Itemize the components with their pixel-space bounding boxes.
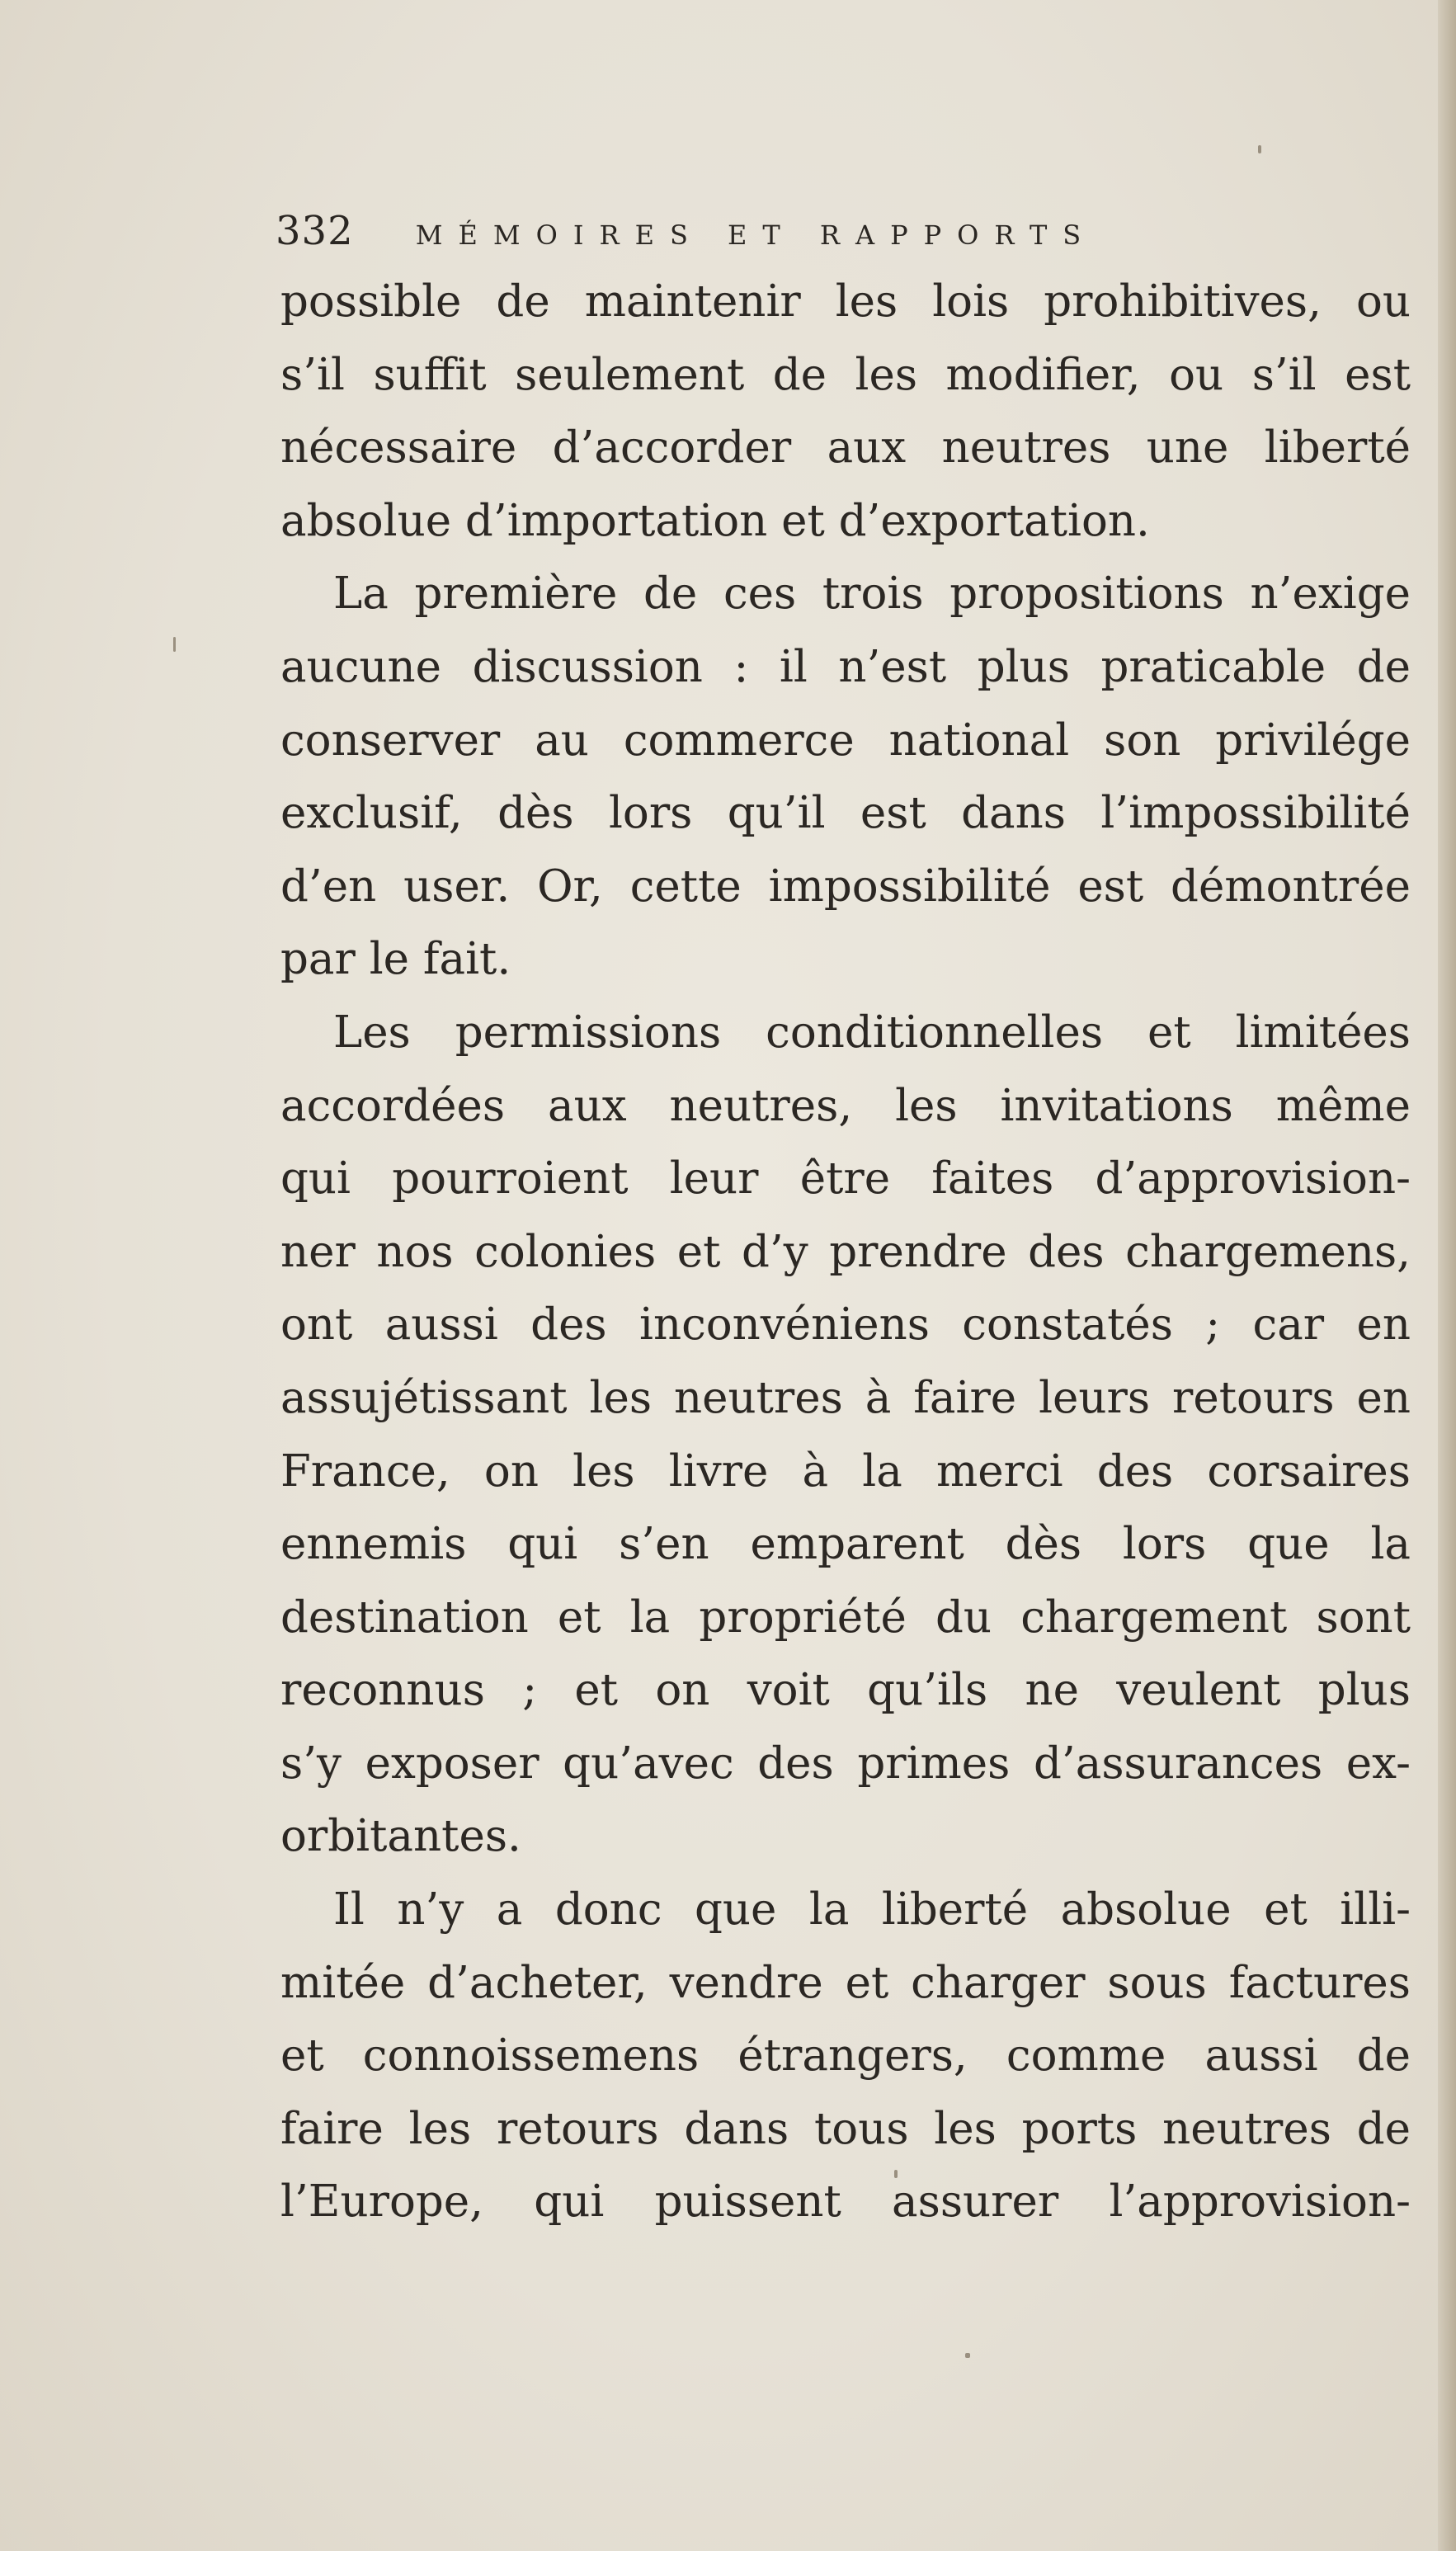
text-line: possible de maintenir les lois prohibitives, ou (280, 276, 1411, 327)
text-line: d’en user. Or, cette impossibilité est démontrée (280, 861, 1411, 912)
running-head (276, 208, 1265, 266)
page-number: 332 (276, 208, 354, 254)
text-line: et connoissemens étrangers, comme aussi de (280, 2030, 1411, 2082)
text-line: ont aussi des inconvéniens constatés ; car en (280, 1299, 1411, 1351)
text-line: France, on les livre à la merci des corsaires (280, 1445, 1411, 1497)
paper-speck (1258, 145, 1261, 153)
text-line: ner nos colonies et d’y prendre des chargemens, (280, 1226, 1411, 1277)
text-line: mitée d’acheter, vendre et charger sous factures (280, 1957, 1411, 2008)
running-title: MÉMOIRES ET RAPPORTS (415, 219, 1097, 251)
text-line: assujétissant les neutres à faire leurs retours en (280, 1372, 1411, 1423)
text-line: faire les retours dans tous les ports neutres de (280, 2103, 1411, 2154)
text-line: La première de ces trois propositions n’exige (333, 568, 1411, 620)
text-line: Il n’y a donc que la liberté absolue et illi- (333, 1884, 1411, 1936)
text-line: conserver au commerce national son privilége (280, 714, 1411, 766)
paper-speck (173, 637, 176, 652)
text-line: absolue d’importation et d’exportation. (280, 495, 1150, 546)
text-line: orbitantes. (280, 1811, 521, 1862)
page-edge-shadow (1438, 0, 1456, 2551)
text-line: Les permissions conditionnelles et limitées (333, 1007, 1411, 1058)
text-line: reconnus ; et on voit qu’ils ne veulent plus (280, 1665, 1411, 1716)
text-line: s’y exposer qu’avec des primes d’assurances ex- (280, 1738, 1411, 1789)
text-line: accordées aux neutres, les invitations même (280, 1080, 1411, 1131)
body-text (280, 266, 1411, 2239)
text-line: par le fait. (280, 934, 511, 985)
text-line: ennemis qui s’en emparent dès lors que la (280, 1519, 1411, 1570)
text-line: aucune discussion : il n’est plus praticable de (280, 641, 1411, 692)
paper-speck (965, 2353, 970, 2358)
text-line: s’il suffit seulement de les modifier, ou s’il est (280, 349, 1411, 400)
text-line: nécessaire d’accorder aux neutres une liberté (280, 422, 1411, 474)
text-line: destination et la propriété du chargement sont (280, 1591, 1411, 1643)
text-line: qui pourroient leur être faites d’approvision- (280, 1153, 1411, 1205)
text-line: exclusif, dès lors qu’il est dans l’impossibilité (280, 788, 1411, 839)
text-line: l’Europe, qui puissent assurer l’approvision- (280, 2176, 1411, 2228)
